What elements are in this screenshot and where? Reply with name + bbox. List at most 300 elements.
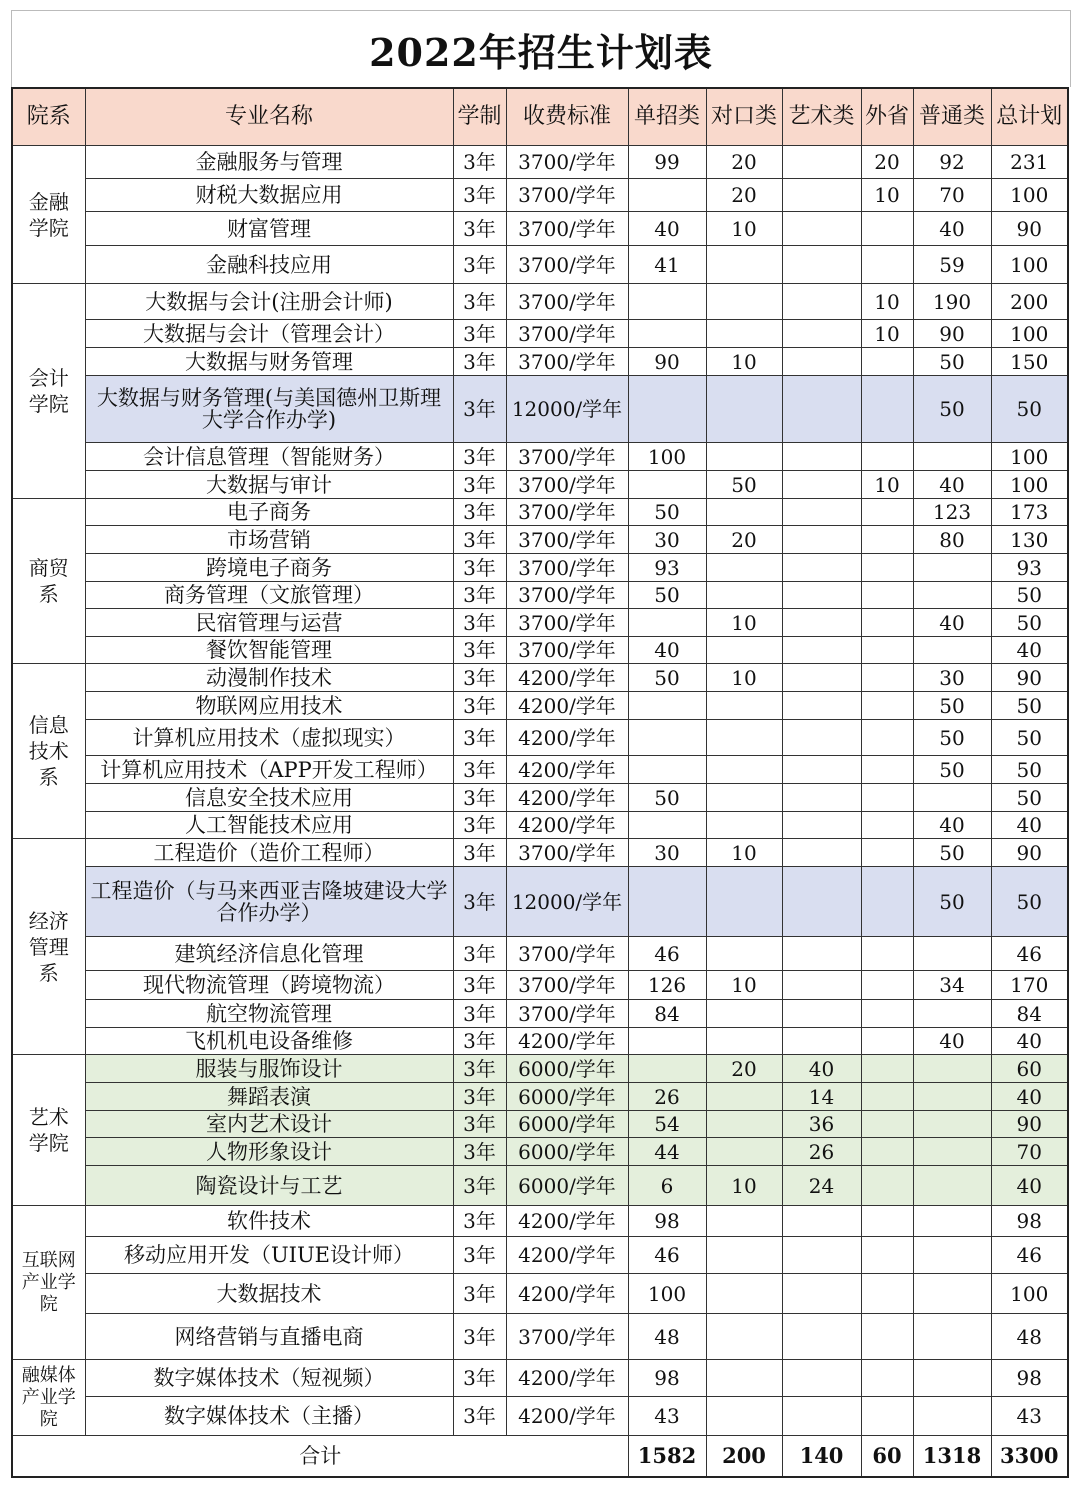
total-cell: 40 [991, 1166, 1068, 1206]
single-cell: 98 [628, 1360, 706, 1397]
total-all: 3300 [991, 1436, 1068, 1478]
general-cell: 123 [913, 499, 991, 526]
years-cell: 3年 [453, 1206, 506, 1237]
art-cell [782, 471, 861, 499]
single-cell: 50 [628, 499, 706, 526]
total-cell: 100 [991, 246, 1068, 284]
out-province-cell [861, 499, 913, 526]
single-cell [628, 1028, 706, 1055]
major-cell: 网络营销与直播电商 [85, 1314, 453, 1360]
table-row [12, 867, 1068, 937]
single-cell: 26 [628, 1083, 706, 1111]
general-cell: 59 [913, 246, 991, 284]
department-cell: 金融学院 [12, 146, 85, 284]
art-cell [782, 720, 861, 756]
single-cell: 30 [628, 526, 706, 554]
vocational-cell [706, 756, 782, 784]
years-cell: 3年 [453, 1360, 506, 1397]
total-cell: 50 [991, 867, 1068, 937]
table-row [12, 499, 1068, 526]
department-cell: 融媒体产业学院 [12, 1360, 85, 1436]
years-cell: 3年 [453, 1000, 506, 1028]
general-cell [913, 637, 991, 664]
major-cell: 舞蹈表演 [85, 1083, 453, 1111]
single-cell: 126 [628, 971, 706, 1000]
art-cell [782, 212, 861, 246]
table-row [12, 1138, 1068, 1166]
art-cell [782, 1206, 861, 1237]
single-cell: 46 [628, 937, 706, 971]
total-cell: 98 [991, 1360, 1068, 1397]
vocational-cell [706, 246, 782, 284]
major-cell: 大数据与审计 [85, 471, 453, 499]
fee-cell: 4200/学年 [506, 784, 628, 812]
general-cell: 50 [913, 348, 991, 376]
vocational-cell: 10 [706, 609, 782, 637]
fee-cell: 6000/学年 [506, 1138, 628, 1166]
out-province-cell: 10 [861, 284, 913, 320]
years-cell: 3年 [453, 1237, 506, 1274]
out-province-cell [861, 1166, 913, 1206]
fee-cell: 6000/学年 [506, 1111, 628, 1138]
fee-cell: 3700/学年 [506, 1314, 628, 1360]
general-cell [913, 1055, 991, 1083]
vocational-cell [706, 443, 782, 471]
major-cell: 大数据与财务管理 [85, 348, 453, 376]
general-cell: 80 [913, 526, 991, 554]
out-province-cell [861, 1274, 913, 1314]
general-cell [913, 443, 991, 471]
total-cell: 46 [991, 937, 1068, 971]
years-cell: 3年 [453, 664, 506, 692]
total-cell: 50 [991, 376, 1068, 443]
vocational-cell: 10 [706, 664, 782, 692]
vocational-cell: 10 [706, 1166, 782, 1206]
art-cell [782, 146, 861, 179]
fee-cell: 3700/学年 [506, 471, 628, 499]
art-cell [782, 284, 861, 320]
single-cell: 98 [628, 1206, 706, 1237]
vocational-cell [706, 1237, 782, 1274]
total-cell: 170 [991, 971, 1068, 1000]
vocational-cell [706, 812, 782, 839]
major-cell: 财富管理 [85, 212, 453, 246]
single-cell [628, 756, 706, 784]
major-cell: 计算机应用技术（APP开发工程师） [85, 756, 453, 784]
general-cell: 40 [913, 212, 991, 246]
total-cell: 70 [991, 1138, 1068, 1166]
general-cell [913, 1237, 991, 1274]
out-province-cell [861, 1055, 913, 1083]
table-row [12, 664, 1068, 692]
table-row [12, 692, 1068, 720]
table-row [12, 1360, 1068, 1397]
major-cell: 工程造价（与马来西亚吉隆坡建设大学合作办学） [85, 867, 453, 937]
out-province-cell [861, 1028, 913, 1055]
general-cell: 40 [913, 609, 991, 637]
table-row [12, 526, 1068, 554]
vocational-cell [706, 1000, 782, 1028]
general-cell [913, 1000, 991, 1028]
general-cell: 50 [913, 692, 991, 720]
fee-cell: 3700/学年 [506, 1000, 628, 1028]
total-cell: 90 [991, 664, 1068, 692]
header-major: 专业名称 [85, 88, 453, 146]
header-general: 普通类 [913, 88, 991, 146]
total-art: 140 [782, 1436, 861, 1478]
total-cell: 40 [991, 637, 1068, 664]
out-province-cell [861, 526, 913, 554]
vocational-cell [706, 1274, 782, 1314]
vocational-cell [706, 320, 782, 348]
fee-cell: 3700/学年 [506, 526, 628, 554]
years-cell: 3年 [453, 1397, 506, 1436]
single-cell: 41 [628, 246, 706, 284]
out-province-cell [861, 582, 913, 609]
total-label: 合计 [12, 1436, 628, 1478]
total-cell: 173 [991, 499, 1068, 526]
header-fee: 收费标准 [506, 88, 628, 146]
years-cell: 3年 [453, 784, 506, 812]
major-cell: 会计信息管理（智能财务） [85, 443, 453, 471]
table-row [12, 179, 1068, 212]
out-province-cell [861, 971, 913, 1000]
art-cell [782, 320, 861, 348]
art-cell [782, 971, 861, 1000]
out-province-cell [861, 664, 913, 692]
vocational-cell [706, 554, 782, 582]
fee-cell: 4200/学年 [506, 812, 628, 839]
out-province-cell [861, 937, 913, 971]
general-cell: 50 [913, 867, 991, 937]
single-cell [628, 376, 706, 443]
single-cell: 48 [628, 1314, 706, 1360]
total-cell: 50 [991, 756, 1068, 784]
major-cell: 数字媒体技术（短视频） [85, 1360, 453, 1397]
total-cell: 200 [991, 284, 1068, 320]
general-cell: 50 [913, 839, 991, 867]
general-cell: 34 [913, 971, 991, 1000]
general-cell [913, 1314, 991, 1360]
out-province-cell [861, 812, 913, 839]
vocational-cell: 20 [706, 1055, 782, 1083]
major-cell: 建筑经济信息化管理 [85, 937, 453, 971]
single-cell [628, 812, 706, 839]
total-cell: 100 [991, 471, 1068, 499]
total-single: 1582 [628, 1436, 706, 1478]
out-province-cell [861, 554, 913, 582]
single-cell [628, 284, 706, 320]
out-province-cell [861, 1206, 913, 1237]
table-row [12, 1206, 1068, 1237]
single-cell: 6 [628, 1166, 706, 1206]
single-cell: 100 [628, 1274, 706, 1314]
art-cell [782, 637, 861, 664]
table-row [12, 146, 1068, 179]
major-cell: 大数据与财务管理(与美国德州卫斯理大学合作办学) [85, 376, 453, 443]
vocational-cell: 20 [706, 179, 782, 212]
vocational-cell [706, 1397, 782, 1436]
fee-cell: 3700/学年 [506, 348, 628, 376]
table-row [12, 609, 1068, 637]
years-cell: 3年 [453, 812, 506, 839]
years-cell: 3年 [453, 146, 506, 179]
major-cell: 金融科技应用 [85, 246, 453, 284]
table-row [12, 1111, 1068, 1138]
major-cell: 民宿管理与运营 [85, 609, 453, 637]
header-vocational: 对口类 [706, 88, 782, 146]
years-cell: 3年 [453, 582, 506, 609]
out-province-cell [861, 1083, 913, 1111]
table-row [12, 1314, 1068, 1360]
department-cell: 互联网产业学院 [12, 1206, 85, 1360]
single-cell: 90 [628, 348, 706, 376]
single-cell: 100 [628, 443, 706, 471]
years-cell: 3年 [453, 1083, 506, 1111]
out-province-cell [861, 637, 913, 664]
header-row [12, 88, 1068, 146]
years-cell: 3年 [453, 471, 506, 499]
total-cell: 50 [991, 720, 1068, 756]
art-cell [782, 499, 861, 526]
single-cell [628, 692, 706, 720]
fee-cell: 12000/学年 [506, 867, 628, 937]
years-cell: 3年 [453, 284, 506, 320]
out-province-cell [861, 1360, 913, 1397]
fee-cell: 3700/学年 [506, 443, 628, 471]
major-cell: 飞机机电设备维修 [85, 1028, 453, 1055]
general-cell: 190 [913, 284, 991, 320]
general-cell: 90 [913, 320, 991, 348]
vocational-cell [706, 637, 782, 664]
single-cell: 40 [628, 637, 706, 664]
total-vocational: 200 [706, 1436, 782, 1478]
major-cell: 陶瓷设计与工艺 [85, 1166, 453, 1206]
years-cell: 3年 [453, 212, 506, 246]
major-cell: 大数据与会计（管理会计） [85, 320, 453, 348]
major-cell: 金融服务与管理 [85, 146, 453, 179]
general-cell [913, 1360, 991, 1397]
art-cell: 40 [782, 1055, 861, 1083]
header-dept: 院系 [12, 88, 85, 146]
total-cell: 98 [991, 1206, 1068, 1237]
out-province-cell: 10 [861, 471, 913, 499]
department-cell: 会计学院 [12, 284, 85, 499]
art-cell: 24 [782, 1166, 861, 1206]
single-cell [628, 720, 706, 756]
single-cell: 50 [628, 582, 706, 609]
total-cell: 150 [991, 348, 1068, 376]
enrollment-table [11, 87, 1069, 1478]
years-cell: 3年 [453, 692, 506, 720]
art-cell [782, 756, 861, 784]
major-cell: 餐饮智能管理 [85, 637, 453, 664]
art-cell [782, 1000, 861, 1028]
table-row [12, 554, 1068, 582]
fee-cell: 3700/学年 [506, 179, 628, 212]
major-cell: 服装与服饰设计 [85, 1055, 453, 1083]
vocational-cell [706, 937, 782, 971]
years-cell: 3年 [453, 1314, 506, 1360]
fee-cell: 3700/学年 [506, 971, 628, 1000]
major-cell: 大数据与会计(注册会计师) [85, 284, 453, 320]
total-out-province: 60 [861, 1436, 913, 1478]
single-cell [628, 320, 706, 348]
major-cell: 室内艺术设计 [85, 1111, 453, 1138]
vocational-cell: 10 [706, 212, 782, 246]
total-cell: 40 [991, 1028, 1068, 1055]
fee-cell: 12000/学年 [506, 376, 628, 443]
vocational-cell [706, 784, 782, 812]
years-cell: 3年 [453, 499, 506, 526]
table-row [12, 376, 1068, 443]
single-cell [628, 1055, 706, 1083]
vocational-cell [706, 499, 782, 526]
major-cell: 工程造价（造价工程师） [85, 839, 453, 867]
total-cell: 50 [991, 784, 1068, 812]
fee-cell: 3700/学年 [506, 284, 628, 320]
department-cell: 经济管理系 [12, 839, 85, 1055]
art-cell [782, 554, 861, 582]
art-cell [782, 1028, 861, 1055]
total-cell: 130 [991, 526, 1068, 554]
out-province-cell: 20 [861, 146, 913, 179]
out-province-cell [861, 443, 913, 471]
general-cell: 50 [913, 756, 991, 784]
years-cell: 3年 [453, 443, 506, 471]
total-cell: 90 [991, 839, 1068, 867]
total-cell: 231 [991, 146, 1068, 179]
table-row [12, 756, 1068, 784]
fee-cell: 6000/学年 [506, 1166, 628, 1206]
vocational-cell: 10 [706, 971, 782, 1000]
fee-cell: 4200/学年 [506, 756, 628, 784]
art-cell [782, 348, 861, 376]
general-cell: 40 [913, 812, 991, 839]
art-cell: 36 [782, 1111, 861, 1138]
table-row [12, 1166, 1068, 1206]
general-cell [913, 1083, 991, 1111]
total-cell: 40 [991, 812, 1068, 839]
out-province-cell [861, 692, 913, 720]
table-row [12, 284, 1068, 320]
total-cell: 93 [991, 554, 1068, 582]
vocational-cell [706, 376, 782, 443]
department-cell: 商贸系 [12, 499, 85, 664]
single-cell [628, 609, 706, 637]
vocational-cell: 10 [706, 839, 782, 867]
table-body [12, 146, 1068, 1436]
vocational-cell [706, 692, 782, 720]
header-total: 总计划 [991, 88, 1068, 146]
general-cell: 92 [913, 146, 991, 179]
fee-cell: 3700/学年 [506, 582, 628, 609]
major-cell: 信息安全技术应用 [85, 784, 453, 812]
header-art: 艺术类 [782, 88, 861, 146]
general-cell: 40 [913, 1028, 991, 1055]
art-cell: 26 [782, 1138, 861, 1166]
table-row [12, 320, 1068, 348]
fee-cell: 4200/学年 [506, 1274, 628, 1314]
vocational-cell [706, 867, 782, 937]
general-cell: 50 [913, 720, 991, 756]
single-cell: 44 [628, 1138, 706, 1166]
vocational-cell [706, 1360, 782, 1397]
years-cell: 3年 [453, 320, 506, 348]
major-cell: 市场营销 [85, 526, 453, 554]
art-cell [782, 812, 861, 839]
vocational-cell: 10 [706, 348, 782, 376]
art-cell [782, 582, 861, 609]
out-province-cell [861, 867, 913, 937]
out-province-cell [861, 1111, 913, 1138]
fee-cell: 4200/学年 [506, 1237, 628, 1274]
vocational-cell [706, 1028, 782, 1055]
major-cell: 现代物流管理（跨境物流） [85, 971, 453, 1000]
vocational-cell [706, 1206, 782, 1237]
out-province-cell [861, 1237, 913, 1274]
general-cell: 30 [913, 664, 991, 692]
major-cell: 财税大数据应用 [85, 179, 453, 212]
vocational-cell: 20 [706, 526, 782, 554]
general-cell [913, 1397, 991, 1436]
art-cell [782, 609, 861, 637]
total-cell: 100 [991, 443, 1068, 471]
single-cell: 93 [628, 554, 706, 582]
art-cell [782, 1360, 861, 1397]
general-cell [913, 784, 991, 812]
out-province-cell: 10 [861, 179, 913, 212]
art-cell [782, 867, 861, 937]
fee-cell: 3700/学年 [506, 554, 628, 582]
fee-cell: 3700/学年 [506, 212, 628, 246]
header-single: 单招类 [628, 88, 706, 146]
out-province-cell [861, 1397, 913, 1436]
fee-cell: 4200/学年 [506, 1360, 628, 1397]
table-row [12, 971, 1068, 1000]
vocational-cell [706, 284, 782, 320]
years-cell: 3年 [453, 1028, 506, 1055]
fee-cell: 4200/学年 [506, 1028, 628, 1055]
art-cell [782, 937, 861, 971]
vocational-cell [706, 1111, 782, 1138]
out-province-cell [861, 1000, 913, 1028]
fee-cell: 3700/学年 [506, 839, 628, 867]
years-cell: 3年 [453, 179, 506, 212]
total-cell: 48 [991, 1314, 1068, 1360]
major-cell: 计算机应用技术（虚拟现实） [85, 720, 453, 756]
years-cell: 3年 [453, 720, 506, 756]
total-cell: 50 [991, 582, 1068, 609]
total-cell: 100 [991, 179, 1068, 212]
total-cell: 84 [991, 1000, 1068, 1028]
years-cell: 3年 [453, 756, 506, 784]
vocational-cell [706, 1138, 782, 1166]
art-cell [782, 692, 861, 720]
table-row [12, 1083, 1068, 1111]
major-cell: 移动应用开发（UIUE设计师） [85, 1237, 453, 1274]
art-cell [782, 246, 861, 284]
fee-cell: 3700/学年 [506, 937, 628, 971]
total-cell: 100 [991, 1274, 1068, 1314]
table-row [12, 839, 1068, 867]
fee-cell: 3700/学年 [506, 609, 628, 637]
table-row [12, 348, 1068, 376]
general-cell [913, 1166, 991, 1206]
table-row [12, 443, 1068, 471]
out-province-cell [861, 1314, 913, 1360]
table-row [12, 1237, 1068, 1274]
